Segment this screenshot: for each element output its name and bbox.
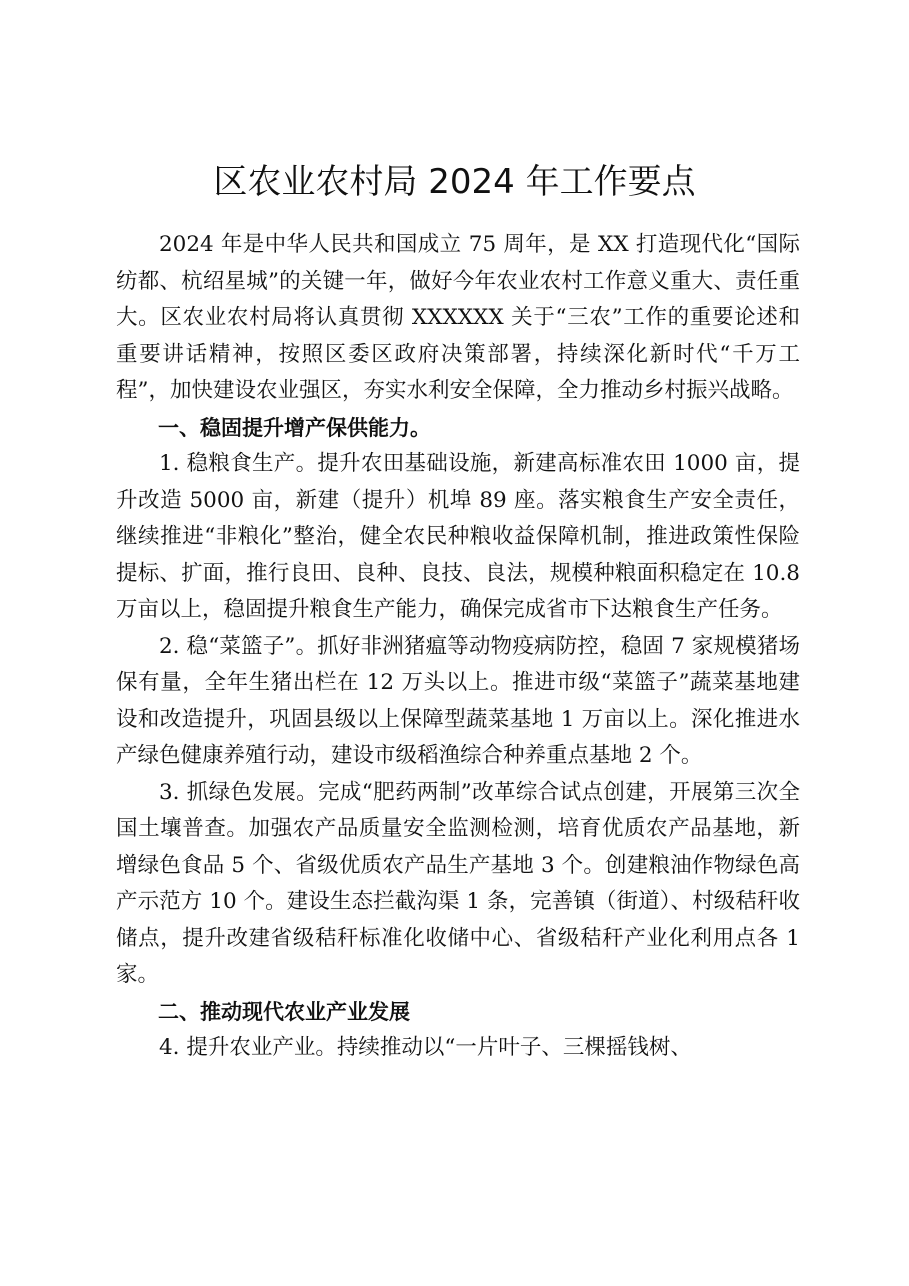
item-paragraph-2: 2. 稳“菜篮子”。抓好非洲猪瘟等动物疫病防控，稳固 7 家规模猪场保有量，全年生猪出栏在 12 万头以上。推进市级“菜篮子”蔬菜基地建设和改造提升，巩固县级以上保障型蔬菜基地 1 万亩以上。深化推进水产绿色健康养殖行动，建设市级稻渔综合种养重点基地 2 个。 <box>116 633 800 768</box>
intro-paragraph: 2024 年是中华人民共和国成立 75 周年，是 XX 打造现代化“国际纺都、杭绍星城”的关键一年，做好今年农业农村工作意义重大、责任重大。区农业农村局将认真贯彻 XXXXXX 关于“三农”工作的重要论述和重要讲话精神，按照区委区政府决策部署，持续深化新时代“千万工程”，加快建设农业强区，夯实水利安全保障，全力推动乡村振兴战略。 <box>116 232 800 403</box>
document-body <box>116 227 800 1067</box>
item-paragraph-4: 4. 提升农业产业。持续推动以“一片叶子、三棵摇钱树、 <box>159 1035 692 1060</box>
section-heading-1: 一、稳固提升增产保供能力。 <box>158 415 431 440</box>
section-heading-2: 二、推动现代农业产业发展 <box>158 999 410 1024</box>
item-paragraph-1: 1. 稳粮食生产。提升农田基础设施，新建高标准农田 1000 亩，提升改造 5000 亩，新建（提升）机埠 89 座。落实粮食生产安全责任，继续推进“非粮化”整治，健全农民种粮收益保障机制，推进政策性保险提标、扩面，推行良田、良种、良技、良法，规模种粮面积稳定在 10.8 万亩以上，稳固提升粮食生产能力，确保完成省市下达粮食生产任务。 <box>116 451 800 622</box>
item-paragraph-3: 3. 抓绿色发展。完成“肥药两制”改革综合试点创建，开展第三次全国土壤普查。加强农产品质量安全监测检测，培育优质农产品基地，新增绿色食品 5 个、省级优质农产品生产基地 3 个。创建粮油作物绿色高产示范方 10 个。建设生态拦截沟渠 1 条，完善镇（街道）、村级秸秆收储点，提升改建省级秸秆标准化收储中心、省级秸秆产业化利用点各 1 家。 <box>116 779 800 987</box>
document-title: 区农业农村局 2024 年工作要点 <box>213 162 696 202</box>
